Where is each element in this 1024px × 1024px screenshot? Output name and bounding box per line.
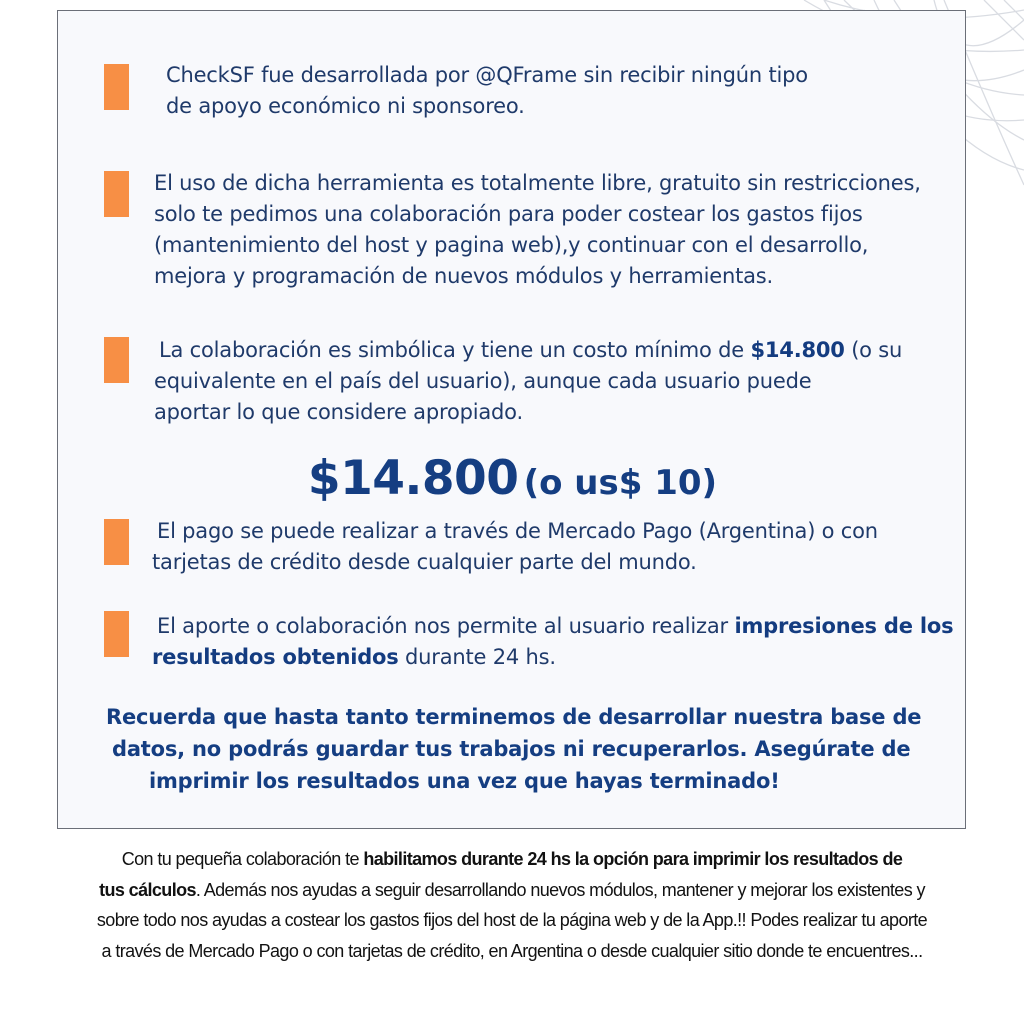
text-line: tarjetas de crédito desde cualquier parte del mundo. [152,550,697,574]
reminder-line: datos, no podrás guardar tus trabajos ni recuperarlos. Asegúrate de [112,737,911,761]
text-line: solo te pedimos una colaboración para poder costear los gastos fijos [154,202,863,226]
text-line: El aporte o colaboración nos permite al usuario realizar [157,614,735,638]
info-panel [57,10,966,829]
paragraph-printing [152,611,953,673]
text-line: aportar lo que considere apropiado. [154,400,523,424]
bullet-marker [104,519,129,565]
text-line: de apoyo económico ni sponsoreo. [166,94,525,118]
footer-text: Con tu pequeña colaboración te [121,849,364,869]
reminder-line: Recuerda que hasta tanto terminemos de desarrollar nuestra base de [106,705,922,729]
highlight-text: impresiones de los [734,614,954,638]
price-amount: $14.800 [307,451,519,506]
footer-note [10,844,1014,966]
footer-highlight: habilitamos durante 24 hs la opción para imprimir los resultados de [363,849,903,869]
highlight-text: resultados obtenidos [152,645,399,669]
text-line: (o su [844,338,903,362]
price-alternative: (o us$ 10) [523,463,718,503]
bullet-marker [104,611,129,657]
price-headline [58,451,967,506]
paragraph-free-use [154,168,921,292]
bullet-marker [104,171,129,217]
footer-text: . Además nos ayudas a seguir desarrollando nuevos módulos, mantener y mejorar los existentes y [195,879,925,900]
footer-text: a través de Mercado Pago o con tarjetas de crédito, en Argentina o desde cualquier sitio donde te encuentres... [101,940,923,961]
paragraph-funding [166,60,808,122]
paragraph-cost [154,335,902,428]
text-line: La colaboración es simbólica y tiene un costo mínimo de [159,338,751,362]
footer-highlight: tus cálculos [99,879,196,900]
bullet-marker [104,337,129,383]
text-line: El pago se puede realizar a través de Mercado Pago (Argentina) o con [157,519,878,543]
footer-text: sobre todo nos ayudas a costear los gastos fijos del host de la página web y de la App.!! Podes realizar tu aporte [96,910,928,930]
text-line: (mantenimiento del host y pagina web),y continuar con el desarrollo, [154,233,869,257]
text-line: mejora y programación de nuevos módulos y herramientas. [154,264,774,288]
text-line: equivalente en el país del usuario), aunque cada usuario puede [154,369,812,393]
text-line: El uso de dicha herramienta es totalmente libre, gratuito sin restricciones, [154,171,921,195]
text-line: durante 24 hs. [398,645,556,669]
reminder-line: imprimir los resultados una vez que hayas terminado! [149,769,780,793]
text-line: CheckSF fue desarrollada por @QFrame sin recibir ningún tipo [166,63,808,87]
cost-amount: $14.800 [750,338,845,362]
bullet-marker [104,64,129,110]
paragraph-payment [152,516,878,578]
